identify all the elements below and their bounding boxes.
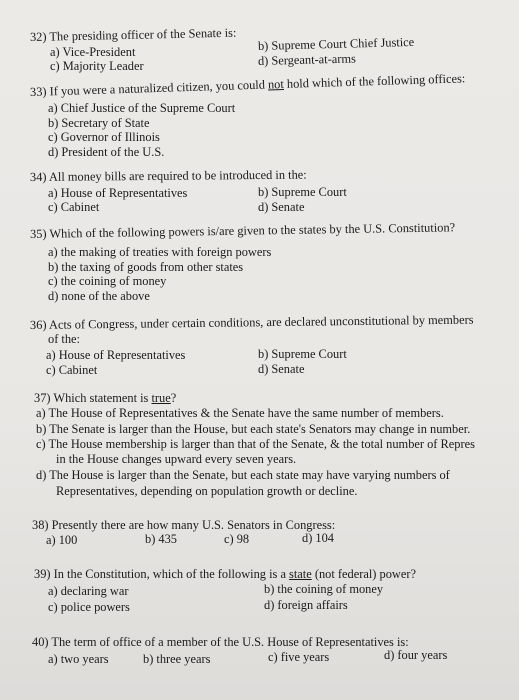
option-a: a) Chief Justice of the Supreme Court [48,101,236,115]
option-c: c) Cabinet [48,200,100,214]
option-d: d) The House is larger than the Senate, but each state may have varying numbers of [36,468,450,482]
option-d: d) four years [384,648,448,662]
option-a: a) The House of Representatives & the Senate have the same number of members. [36,406,444,420]
option-b: b) Secretary of State [48,116,150,130]
option-d: d) none of the above [48,289,150,303]
option-a: a) House of Representatives [46,348,186,362]
question-stem-continued: of the: [48,332,80,346]
option-a: a) the making of treaties with foreign powers [48,245,272,259]
option-d-continued: Representatives, depending on population growth or decline. [56,484,358,498]
question-stem: 38) Presently there are how many U.S. Senators in Congress: [32,518,336,532]
option-c: c) Governor of Illinois [48,130,160,144]
option-a: a) House of Representatives [48,186,188,200]
question-stem: 39) In the Constitution, which of the following is a state (not federal) power? [34,567,416,581]
option-b: b) three years [143,652,211,666]
option-b: b) Supreme Court Chief Justice [257,34,415,53]
option-d: d) Senate [258,200,305,214]
option-c-continued: in the House changes upward every seven years. [56,452,297,466]
question-stem: 37) Which statement is true? [34,391,177,405]
option-d: d) President of the U.S. [48,145,165,159]
option-a: a) Vice-President [50,45,136,59]
option-c: c) Majority Leader [50,59,144,73]
option-c: c) The House membership is larger than that of the Senate, & the total number of Repres [36,437,475,451]
option-d: d) Senate [258,362,305,376]
option-b: b) the coining of money [264,582,384,596]
option-a: a) two years [48,652,109,666]
option-b: b) Supreme Court [258,347,347,361]
option-c: c) five years [268,650,330,664]
question-stem: 35) Which of the following powers is/are given to the states by the U.S. Constitution? [29,220,456,241]
option-a: a) declaring war [48,584,129,598]
question-stem: 34) All money bills are required to be introduced in the: [29,167,307,184]
option-c: c) the coining of money [48,274,167,288]
option-b: b) 435 [145,532,178,546]
option-b: b) Supreme Court [258,185,347,199]
option-c: c) 98 [224,532,250,546]
question-stem: 40) The term of office of a member of the U.S. House of Representatives is: [32,635,409,649]
question-stem: 32) The presiding officer of the Senate is: [29,25,237,44]
question-stem: 33) If you were a naturalized citizen, you could not hold which of the following offices: [29,71,466,99]
option-d: d) 104 [302,531,335,545]
option-b: b) the taxing of goods from other states [48,260,244,274]
option-d: d) Sergeant-at-arms [257,51,356,68]
question-stem: 36) Acts of Congress, under certain conditions, are declared unconstitutional by members [29,312,474,332]
option-c: c) Cabinet [46,363,98,377]
option-c: c) police powers [48,600,130,614]
option-d: d) foreign affairs [264,598,348,612]
option-a: a) 100 [46,533,78,547]
option-b: b) The Senate is larger than the House, but each state's Senators may change in number. [36,422,471,436]
